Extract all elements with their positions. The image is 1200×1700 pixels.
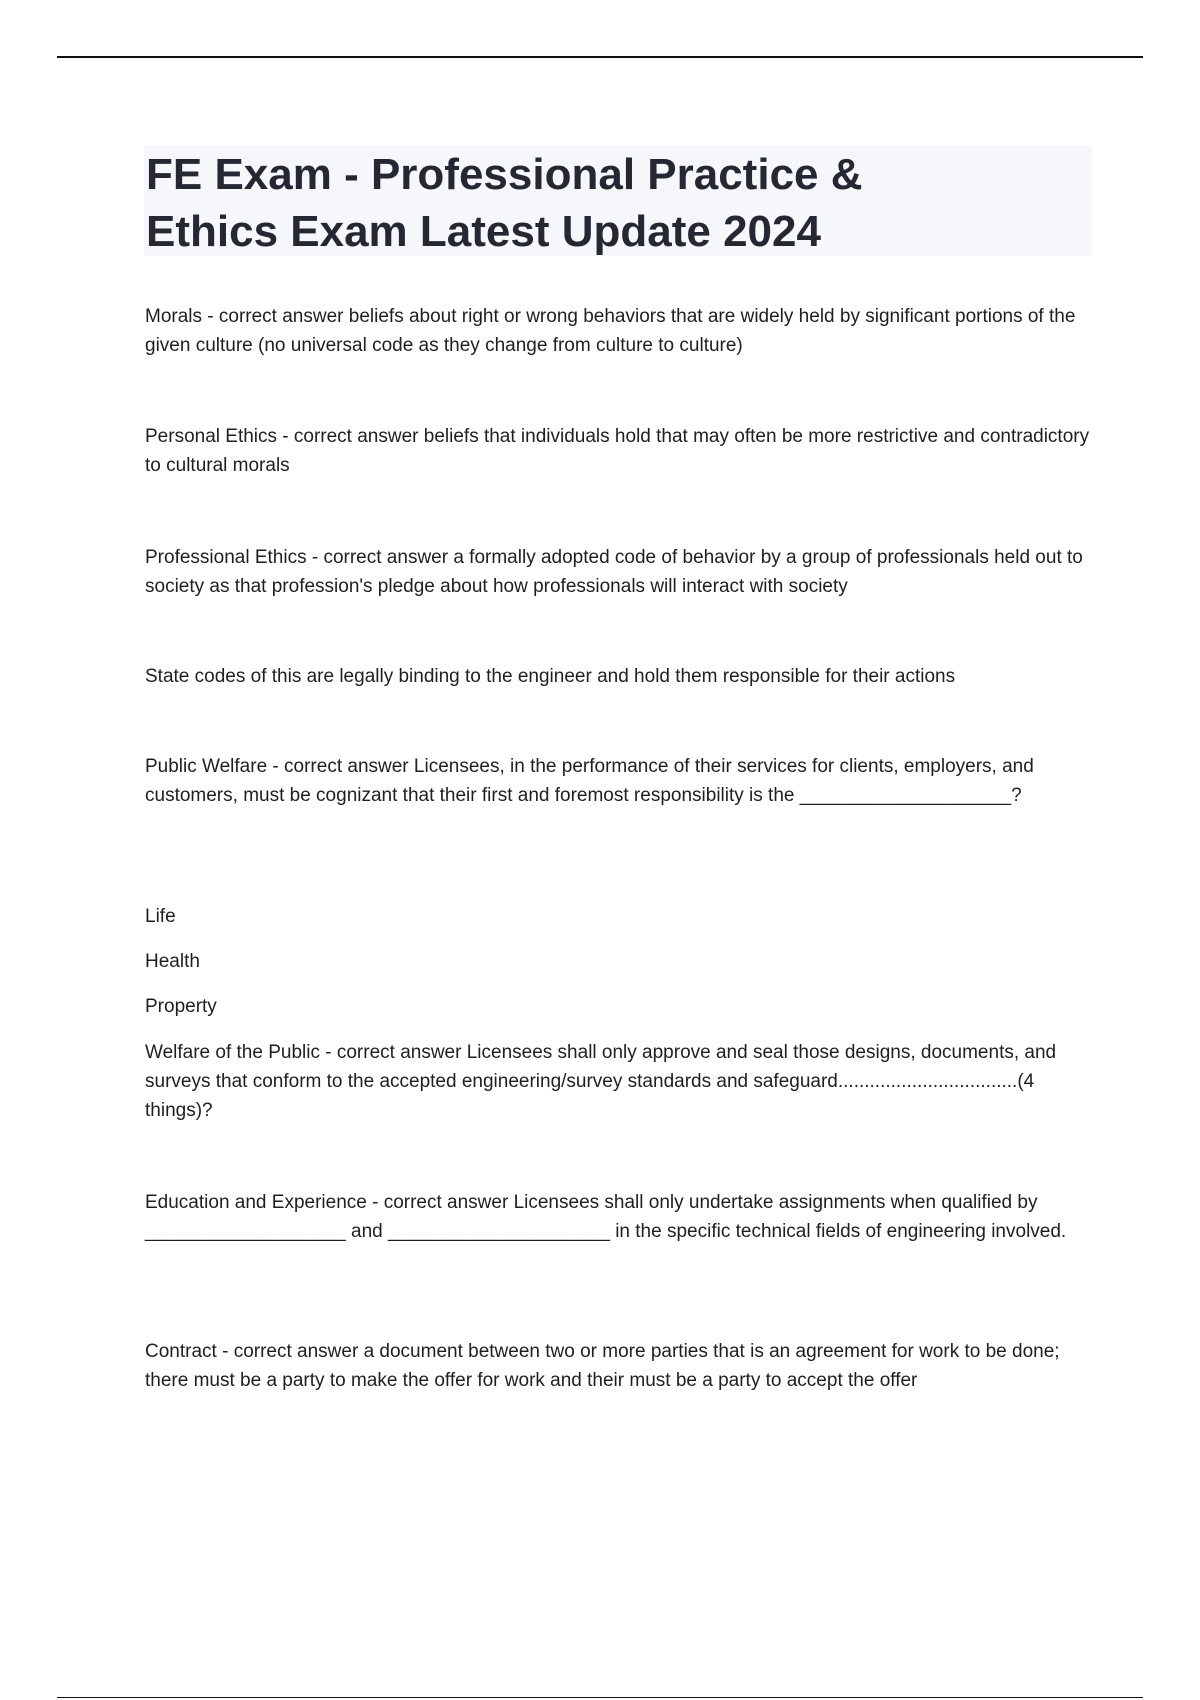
bottom-rule	[57, 1697, 1143, 1698]
document-title	[144, 146, 1092, 260]
paragraph-education-experience: Education and Experience - correct answer Licensees shall only undertake assignments when qualified by ___________________ and _____________________ in the specific technical fields of engineering involved.	[145, 1192, 1067, 1242]
paragraph-professional-ethics: Professional Ethics - correct answer a formally adopted code of behavior by a group of professionals held out to society as that profession's pledge about how professionals will interact with society	[145, 547, 1083, 597]
list-item-health: Health	[145, 951, 200, 972]
paragraph-morals: Morals - correct answer beliefs about right or wrong behaviors that are widely held by significant portions of the given culture (no universal code as they change from culture to culture)	[145, 306, 1076, 356]
paragraph-public-welfare: Public Welfare - correct answer Licensees, in the performance of their services for clients, employers, and customers, must be cognizant that their first and foremost responsibility is the ____________________?	[145, 756, 1034, 806]
paragraph-welfare-of-public: Welfare of the Public - correct answer Licensees shall only approve and seal those designs, documents, and surveys that conform to the accepted engineering/survey standards and safeguard..................................(4 things)?	[145, 1042, 1057, 1121]
paragraph-state-codes: State codes of this are legally binding to the engineer and hold them responsible for their actions	[145, 666, 956, 687]
list-item-property: Property	[145, 996, 217, 1017]
title-line-1: FE Exam - Professional Practice &	[146, 150, 863, 199]
paragraph-personal-ethics: Personal Ethics - correct answer beliefs that individuals hold that may often be more restrictive and contradictory to cultural morals	[145, 426, 1090, 476]
list-item-life: Life	[145, 906, 176, 927]
title-banner	[144, 146, 1092, 256]
paragraph-contract: Contract - correct answer a document between two or more parties that is an agreement for work to be done; there must be a party to make the offer for work and their must be a party to accept the offer	[145, 1341, 1060, 1391]
title-line-2: Ethics Exam Latest Update 2024	[146, 207, 821, 256]
top-rule	[57, 56, 1143, 58]
